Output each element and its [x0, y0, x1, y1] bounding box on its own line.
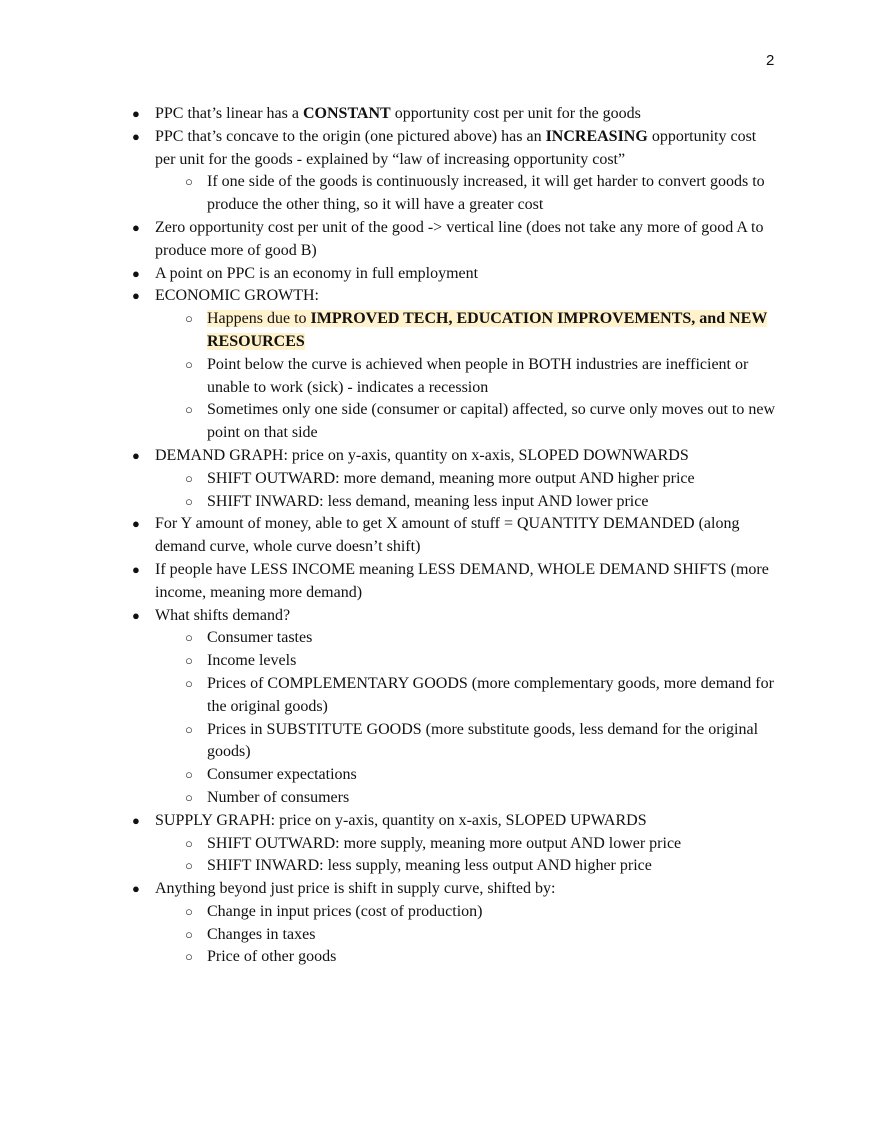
sub-list-item	[185, 171, 777, 217]
sub-list-item	[185, 399, 777, 445]
item-text: opportunity cost per unit for the goods	[390, 105, 641, 122]
item-text: opportunity cost per unit for the goods - explained by “law of increasing opportunity cost”	[155, 127, 757, 168]
sub-list-item	[185, 468, 777, 491]
bullet-icon: ●	[132, 219, 140, 235]
item-text: Prices in SUBSTITUTE GOODS (more substitute goods, less demand for the original goods)	[207, 720, 759, 761]
item-text: Consumer tastes	[207, 629, 313, 647]
sub-list-item	[185, 833, 777, 856]
item-text: DEMAND GRAPH: price on y-axis, quantity on x-axis, SLOPED DOWNWARDS	[155, 446, 689, 464]
list-item	[132, 217, 777, 263]
hollow-bullet-icon: ○	[185, 789, 193, 805]
sub-list-item	[185, 901, 777, 924]
hollow-bullet-icon: ○	[185, 356, 193, 372]
item-text: ECONOMIC GROWTH:	[155, 287, 319, 305]
sub-list-item	[185, 855, 777, 878]
hollow-bullet-icon: ○	[185, 493, 193, 509]
list-item	[132, 810, 777, 833]
sub-list-item	[185, 308, 777, 354]
list-item	[132, 285, 777, 308]
list-item	[132, 559, 777, 605]
item-text: SHIFT OUTWARD: more supply, meaning more output AND lower price	[207, 834, 682, 852]
item-text: What shifts demand?	[155, 606, 291, 624]
item-text: Zero opportunity cost per unit of the good -> vertical line (does not take any more of good A to produce more of good B)	[155, 218, 764, 259]
list-item	[132, 878, 777, 901]
item-text: PPC that’s concave to the origin (one pictured above) has an	[155, 127, 546, 145]
item-text: SHIFT INWARD: less supply, meaning less output AND higher price	[207, 857, 652, 875]
item-text: SHIFT INWARD: less demand, meaning less input AND lower price	[207, 492, 649, 510]
item-text: Point below the curve is achieved when people in BOTH industries are inefficient or unable to work (sick) - indicates a recession	[207, 355, 749, 396]
highlighted-text: IMPROVED TECH, EDUCATION IMPROVEMENTS, and NEW RESOURCES	[207, 310, 768, 350]
sub-list-item	[185, 491, 777, 514]
highlighted-text: Happens due to	[207, 310, 311, 328]
bullet-icon: ●	[132, 561, 140, 577]
bullet-icon: ●	[132, 516, 140, 532]
item-text: Anything beyond just price is shift in supply curve, shifted by:	[155, 880, 556, 898]
item-text: SUPPLY GRAPH: price on y-axis, quantity on x-axis, SLOPED UPWARDS	[155, 811, 647, 829]
bold-text: INCREASING	[545, 127, 648, 145]
list-item	[132, 513, 777, 559]
sub-list-item	[185, 354, 777, 400]
hollow-bullet-icon: ○	[185, 675, 193, 691]
hollow-bullet-icon: ○	[185, 174, 193, 190]
list-item	[132, 126, 777, 172]
bullet-icon: ●	[132, 288, 140, 304]
list-item	[132, 103, 777, 126]
item-text: Sometimes only one side (consumer or capital) affected, so curve only moves out to new point on that side	[207, 401, 775, 442]
sub-list-item	[185, 719, 777, 765]
page-number: 2	[766, 52, 775, 69]
list-item	[132, 263, 777, 286]
item-text: Income levels	[207, 652, 297, 670]
sub-list-item	[185, 650, 777, 673]
hollow-bullet-icon: ○	[185, 767, 193, 783]
hollow-bullet-icon: ○	[185, 903, 193, 919]
bullet-icon: ●	[132, 447, 140, 463]
item-text: If one side of the goods is continuously increased, it will get harder to convert goods to produce the other thing, so it will have a greater cost	[207, 173, 765, 214]
item-text: Consumer expectations	[207, 766, 357, 784]
hollow-bullet-icon: ○	[185, 470, 193, 486]
hollow-bullet-icon: ○	[185, 858, 193, 874]
hollow-bullet-icon: ○	[185, 721, 193, 737]
item-text: SHIFT OUTWARD: more demand, meaning more output AND higher price	[207, 469, 695, 487]
bullet-icon: ●	[132, 812, 140, 828]
hollow-bullet-icon: ○	[185, 926, 193, 942]
bullet-icon: ●	[132, 881, 140, 897]
hollow-bullet-icon: ○	[185, 402, 193, 418]
item-text: Number of consumers	[207, 788, 350, 806]
hollow-bullet-icon: ○	[185, 949, 193, 965]
bullet-icon: ●	[132, 265, 140, 281]
hollow-bullet-icon: ○	[185, 835, 193, 851]
sub-list-item	[185, 627, 777, 650]
bullet-icon: ●	[132, 607, 140, 623]
bullet-icon: ●	[132, 106, 140, 121]
item-text: For Y amount of money, able to get X amount of stuff = QUANTITY DEMANDED (along demand curve, whole curve doesn’t shift)	[155, 515, 740, 556]
item-text: A point on PPC is an economy in full employment	[155, 264, 479, 282]
item-text: Prices of COMPLEMENTARY GOODS (more complementary goods, more demand for the original goods)	[207, 674, 774, 715]
sub-list-item	[185, 673, 777, 719]
sub-list-item	[185, 924, 777, 947]
bold-text: CONSTANT	[302, 105, 391, 122]
sub-list-item	[185, 787, 777, 810]
hollow-bullet-icon: ○	[185, 311, 193, 327]
bullet-icon: ●	[132, 128, 140, 144]
item-text: Changes in taxes	[207, 925, 316, 943]
sub-list-item	[185, 764, 777, 787]
item-text: Change in input prices (cost of production)	[207, 902, 483, 920]
sub-list-item	[185, 946, 777, 969]
bullet-list	[132, 103, 777, 969]
hollow-bullet-icon: ○	[185, 653, 193, 669]
list-item	[132, 445, 777, 468]
list-item	[132, 605, 777, 628]
hollow-bullet-icon: ○	[185, 630, 193, 646]
item-text: PPC that’s linear has a	[155, 105, 303, 122]
item-text: Price of other goods	[207, 948, 337, 966]
item-text: If people have LESS INCOME meaning LESS DEMAND, WHOLE DEMAND SHIFTS (more income, meaning more demand)	[155, 560, 769, 601]
